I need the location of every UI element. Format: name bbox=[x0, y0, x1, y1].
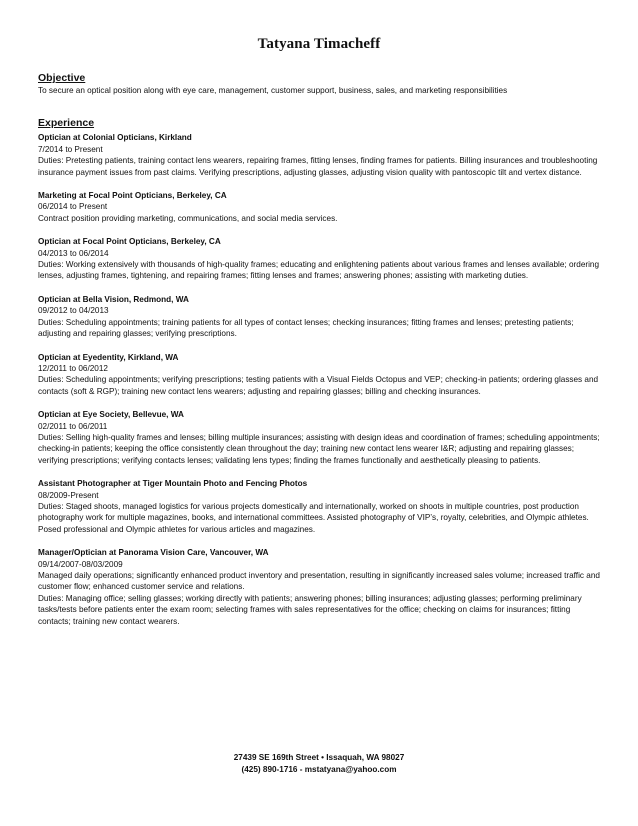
job-description: Duties: Pretesting patients, training contact lens wearers, repairing frames, fitting lenses, finding frames for patients. Billing insurances and troubleshooting insurance payment issues from past claims. Verifying prescriptions, adjusting glasses, adjusting vision quality with pantoscopic tilt and vertex distance. bbox=[38, 156, 598, 177]
job-dates: 08/2009-Present bbox=[38, 490, 99, 500]
candidate-name: Tatyana Timacheff bbox=[257, 36, 381, 52]
job-entry bbox=[38, 190, 604, 224]
job-dates: 02/2011 to 06/2011 bbox=[38, 421, 108, 431]
job-description: Managed daily operations; significantly enhanced product inventory and presentation, resulting in significantly increased sales volume; increased traffic and customer flow; enhanced customer service and relations. bbox=[38, 571, 600, 592]
job-entry bbox=[38, 294, 604, 340]
experience-list bbox=[38, 132, 604, 627]
job-entry bbox=[38, 236, 604, 282]
job-title: Assistant Photographer at Tiger Mountain Photo and Fencing Photos bbox=[38, 479, 308, 489]
job-description: Duties: Working extensively with thousands of high-quality frames; educating and enlightening patients about various frames and lenses available; ordering lenses, adjusting frames, tightening, and repairing frames; fitting lenses and frames; answering phones; assisting with marketing duties. bbox=[38, 260, 600, 281]
job-title: Optician at Colonial Opticians, Kirkland bbox=[38, 133, 192, 143]
resume-content bbox=[38, 72, 604, 639]
job-dates: 7/2014 to Present bbox=[38, 144, 103, 154]
job-description: Contract position providing marketing, communications, and social media services. bbox=[38, 213, 338, 223]
job-description: Duties: Scheduling appointments; verifying prescriptions; testing patients with a Visual Fields Octopus and VEP; checking-in patients; ordering glasses and contacts (soft & RGP); training new contact lens wearers; adjusting and repairing glasses; billing and checking insurances. bbox=[38, 375, 599, 396]
job-entry bbox=[38, 478, 604, 535]
job-dates: 09/14/2007-08/03/2009 bbox=[38, 559, 123, 569]
job-dates: 09/2012 to 04/2013 bbox=[38, 306, 109, 316]
job-title: Optician at Bella Vision, Redmond, WA bbox=[38, 294, 189, 304]
job-title: Optician at Eye Society, Bellevue, WA bbox=[38, 410, 184, 420]
job-description: Duties: Scheduling appointments; training patients for all types of contact lenses; checking insurances; fitting frames and lenses; pretesting patients; adjusting and repairing glasses; verifying prescriptions. bbox=[38, 317, 574, 339]
footer-contact: (425) 890-1716 - mstatyana@yahoo.com bbox=[241, 765, 397, 774]
job-description: Duties: Staged shoots, managed logistics for various projects domestically and internationally, worked on shoots in multiple countries, post production photography work for multiple magazines, books, and international committees. Assisted photography of VIP’s, royalty, celebrities, and Olympic athletes. Posed professional and Olympic athletes for various articles and magazines. bbox=[38, 501, 589, 534]
job-title: Optician at Focal Point Opticians, Berkeley, CA bbox=[38, 237, 221, 247]
job-title: Optician at Eyedentity, Kirkland, WA bbox=[38, 352, 179, 362]
job-dates: 04/2013 to 06/2014 bbox=[38, 248, 109, 258]
objective-text: To secure an optical position along with eye care, management, customer support, business, sales, and marketing responsibilities bbox=[38, 86, 508, 95]
job-entry bbox=[38, 352, 604, 398]
job-description: Duties: Managing office; selling glasses; working directly with patients; answering phones; billing insurances; adjusting glasses; performing preliminary tasks/tests before patients enter the exam room; selecting frames with sales representatives for the office; checking on claims for insurances; fitting contacts; training new contact wearers. bbox=[38, 593, 582, 626]
job-entry bbox=[38, 547, 604, 627]
job-title: Manager/Optician at Panorama Vision Care, Vancouver, WA bbox=[38, 548, 269, 558]
experience-heading: Experience bbox=[38, 117, 95, 130]
job-title: Marketing at Focal Point Opticians, Berkeley, CA bbox=[38, 191, 227, 201]
objective-heading: Objective bbox=[38, 72, 86, 84]
job-entry bbox=[38, 409, 604, 466]
job-description: Duties: Selling high-quality frames and lenses; billing multiple insurances; assisting with design ideas and coordination of frames; scheduling appointments; checking-in patients; keeping the office consistently clean throughout the day; training new contact lens wearer I&R; adjusting and repairing glasses; verifying prescriptions; verifying contacts lenses; validating lens types; finding the frames functionally and aesthetically pleasing to patients. bbox=[38, 432, 600, 465]
job-dates: 12/2011 to 06/2012 bbox=[38, 363, 108, 373]
job-dates: 06/2014 to Present bbox=[38, 202, 108, 212]
job-entry bbox=[38, 132, 604, 178]
footer-address: 27439 SE 169th Street • Issaquah, WA 98027 bbox=[233, 753, 405, 762]
